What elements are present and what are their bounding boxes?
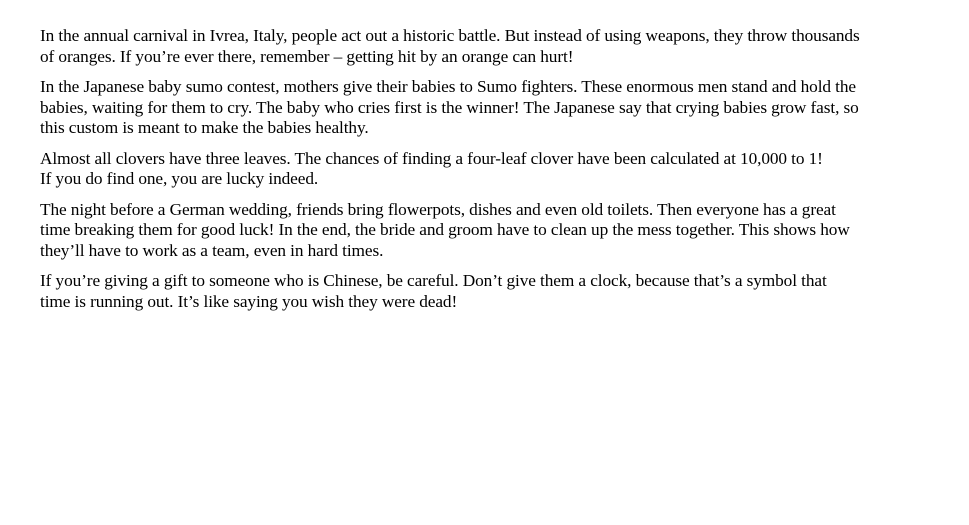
- paragraph-line: If you’re giving a gift to someone who is Chinese, be careful. Don’t give them a clock, because that’s a symbol that: [40, 271, 827, 290]
- paragraph-line: In the annual carnival in Ivrea, Italy, people act out a historic battle. But instead of using weapons, they throw thousands: [40, 26, 860, 45]
- paragraph-line: If you do find one, you are lucky indeed.: [40, 169, 319, 188]
- paragraph-line: time breaking them for good luck! In the end, the bride and groom have to clean up the mess together. This shows how: [40, 220, 850, 239]
- paragraph-line: babies, waiting for them to cry. The baby who cries first is the winner! The Japanese say that crying babies grow fast, so: [40, 97, 859, 117]
- paragraph-chinese-gift: [40, 271, 933, 312]
- paragraph-line: this custom is meant to make the babies healthy.: [40, 118, 369, 137]
- paragraph-line: In the Japanese baby sumo contest, mothers give their babies to Sumo fighters. These enormous men stand and hold the: [40, 77, 856, 96]
- paragraph-four-leaf-clover: [40, 149, 933, 190]
- paragraph-line: time is running out. It’s like saying you wish they were dead!: [40, 291, 458, 311]
- paragraph-baby-sumo: [40, 77, 933, 139]
- paragraph-line: Almost all clovers have three leaves. The chances of finding a four-leaf clover have been calculated at 10,000 to 1!: [40, 148, 823, 168]
- paragraph-line: The night before a German wedding, friends bring flowerpots, dishes and even old toilets. Then everyone has a great: [40, 199, 836, 219]
- paragraph-line: of oranges. If you’re ever there, remember – getting hit by an orange can hurt!: [40, 46, 574, 66]
- paragraph-german-wedding: [40, 200, 933, 262]
- paragraph-line: they’ll have to work as a team, even in hard times.: [40, 240, 384, 260]
- paragraph-ivrea-carnival: [40, 26, 933, 67]
